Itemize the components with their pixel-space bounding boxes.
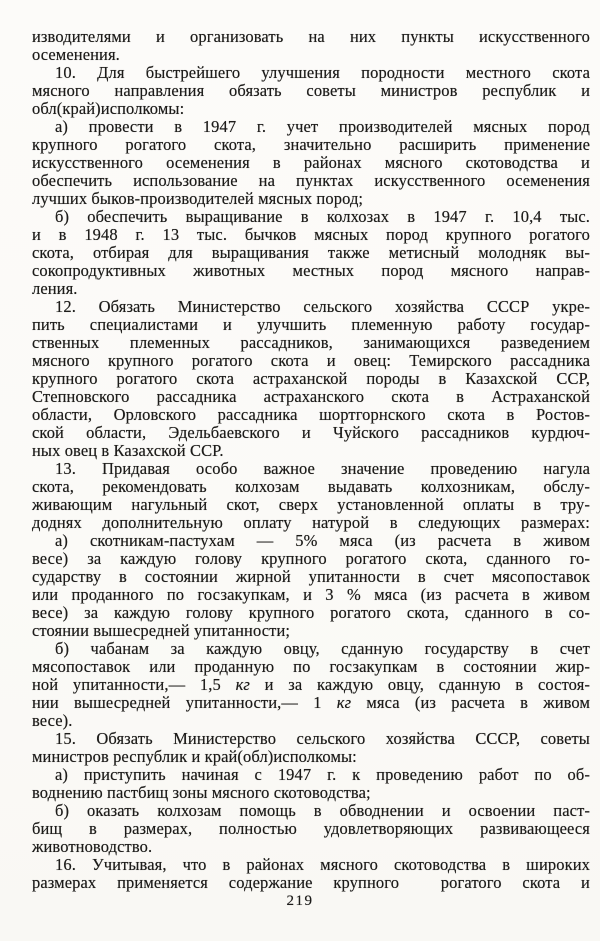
text-run: и за каждую овцу, сданную в состоя- — [249, 675, 590, 694]
text-line — [32, 208, 590, 226]
text-line — [32, 154, 590, 172]
text-run: 12. Обязать Министерство сельского хозяйства СССР укре- — [55, 297, 590, 316]
text-run: ной упитанности,— 1,5 — [32, 675, 236, 694]
text-line — [32, 460, 590, 478]
text-run: обеспечить использование на пунктах искусственного осеменения — [32, 171, 590, 190]
text-line — [32, 406, 590, 424]
text-line — [32, 64, 590, 82]
text-run: а) провести в 1947 г. учет производителей мясных пород — [55, 117, 590, 136]
text-line — [32, 388, 590, 406]
text-run: б) обеспечить выращивание в колхозах в 1947 г. 10,4 тыс. — [55, 207, 590, 226]
text-run: мясного крупного рогатого скота и овец: Темирского рассадника — [32, 351, 590, 370]
text-line — [32, 568, 590, 586]
text-run: б) оказать колхозам помощь в обводнении и освоении паст- — [55, 801, 590, 820]
text-line — [32, 820, 590, 838]
text-run: крупного рогатого скота астраханской породы в Казахской ССР, — [32, 369, 590, 388]
text-line — [32, 28, 590, 46]
text-line — [32, 226, 590, 244]
text-line — [32, 442, 590, 460]
text-line — [32, 280, 590, 298]
text-line — [32, 640, 590, 658]
text-run: министров республик и край(обл)исполкомы: — [32, 747, 357, 766]
text-run: мясного направления обязать советы министров республик и — [32, 81, 590, 100]
text-line — [32, 496, 590, 514]
text-run: ления. — [32, 279, 78, 298]
text-run: доднях дополнительную оплату натурой в следующих размерах: — [32, 513, 590, 532]
text-line — [32, 262, 590, 280]
text-run: мясопоставок или проданную по госзакупкам в состоянии жир- — [32, 657, 590, 676]
text-run: весе) за каждую голову крупного рогатого скота, сданного в со- — [32, 603, 590, 622]
italic-text-run: кг — [336, 693, 352, 712]
text-line — [32, 352, 590, 370]
text-run: 10. Для быстрейшего улучшения породности местного скота — [55, 63, 590, 82]
text-line — [32, 874, 590, 892]
text-line — [32, 532, 590, 550]
text-line — [32, 244, 590, 262]
text-run: сокопродуктивных животных местных пород мясного направ- — [32, 261, 590, 280]
text-run: 13. Придавая особо важное значение проведению нагула — [55, 459, 590, 478]
text-run: крупного рогатого скота, значительно расширить применение — [32, 135, 590, 154]
text-run: животноводство. — [32, 837, 153, 856]
text-run: скота, рекомендовать колхозам выдавать колхозникам, обслу- — [32, 477, 590, 496]
text-line — [32, 316, 590, 334]
text-line — [32, 694, 590, 712]
text-line — [32, 550, 590, 568]
text-line — [32, 190, 590, 208]
text-run: воднению пастбищ зоны мясного скотоводства; — [32, 783, 371, 802]
text-run: изводителями и организовать на них пункты искусственного — [32, 27, 590, 46]
text-run: и в 1948 г. 13 тыс. бычков мясных пород крупного рогатого — [32, 225, 590, 244]
italic-text-run: кг — [235, 675, 250, 694]
text-line — [32, 856, 590, 874]
text-run: искусственного осеменения в районах мясного скотоводства и — [32, 153, 590, 172]
text-line — [32, 766, 590, 784]
text-run: а) скотникам-пастухам — 5% мяса (из расчета в живом — [55, 531, 590, 550]
text-line — [32, 676, 590, 694]
page-number: 219 — [286, 893, 314, 909]
text-line — [32, 82, 590, 100]
text-run: живающим нагульный скот, сверх установленной оплаты в тру- — [32, 495, 590, 514]
text-run: 15. Обязать Министерство сельского хозяйства СССР, советы — [55, 729, 590, 748]
text-run: или проданного по госзакупкам, и 3 % мяса (из расчета в живом — [32, 585, 590, 604]
text-run: обл(край)исполкомы: — [32, 99, 185, 118]
text-line — [32, 838, 590, 856]
text-line — [32, 334, 590, 352]
text-line — [32, 730, 590, 748]
text-line — [32, 658, 590, 676]
text-run: лучших быков-производителей мясных пород; — [32, 189, 364, 208]
text-run: нии вышесредней упитанности,— 1 — [32, 693, 337, 712]
text-run: 16. Учитывая, что в районах мясного скотоводства в широких — [55, 855, 590, 874]
text-run: размерах применяется содержание крупного рогатого скота и — [32, 873, 590, 892]
text-line — [32, 424, 590, 442]
text-line — [32, 46, 590, 64]
text-run: скота, отбирая для выращивания также метисный молодняк вы- — [32, 243, 590, 262]
text-run: ных овец в Казахской ССР. — [32, 441, 224, 460]
text-line — [32, 118, 590, 136]
text-run: осеменения. — [32, 45, 120, 64]
text-line — [32, 712, 590, 730]
text-run: ской области, Эдельбаевского и Чуйского рассадников курдюч- — [32, 423, 590, 442]
text-run: б) чабанам за каждую овцу, сданную государству в счет — [55, 639, 590, 658]
text-line — [32, 586, 590, 604]
text-line — [32, 784, 590, 802]
text-run: весе) за каждую голову крупного рогатого скота, сданного го- — [32, 549, 590, 568]
text-run: Степновского рассадника астраханского скота в Астраханской — [32, 387, 590, 406]
text-run: стоянии вышесредней упитанности; — [32, 621, 291, 640]
text-run: пить специалистами и улучшить племенную работу государ- — [32, 315, 590, 334]
text-line — [32, 604, 590, 622]
text-line — [32, 136, 590, 154]
text-run: весе). — [32, 711, 73, 730]
text-run: мяса (из расчета в живом — [351, 693, 590, 712]
text-block — [32, 28, 590, 892]
text-line — [32, 370, 590, 388]
text-run: а) приступить начиная с 1947 г. к проведению работ по об- — [55, 765, 590, 784]
text-line — [32, 622, 590, 640]
text-run: области, Орловского рассадника шортгорнского скота в Ростов- — [32, 405, 590, 424]
text-run: бищ в размерах, полностью удовлетворяющих развивающееся — [32, 819, 590, 838]
text-line — [32, 172, 590, 190]
text-line — [32, 100, 590, 118]
text-line — [32, 748, 590, 766]
text-run: сударству в состоянии жирной упитанности в счет мясопоставок — [32, 567, 590, 586]
text-line — [32, 802, 590, 820]
text-line — [32, 514, 590, 532]
text-line — [32, 298, 590, 316]
text-line — [32, 478, 590, 496]
text-run: ственных племенных рассадников, занимающихся разведением — [32, 333, 590, 352]
